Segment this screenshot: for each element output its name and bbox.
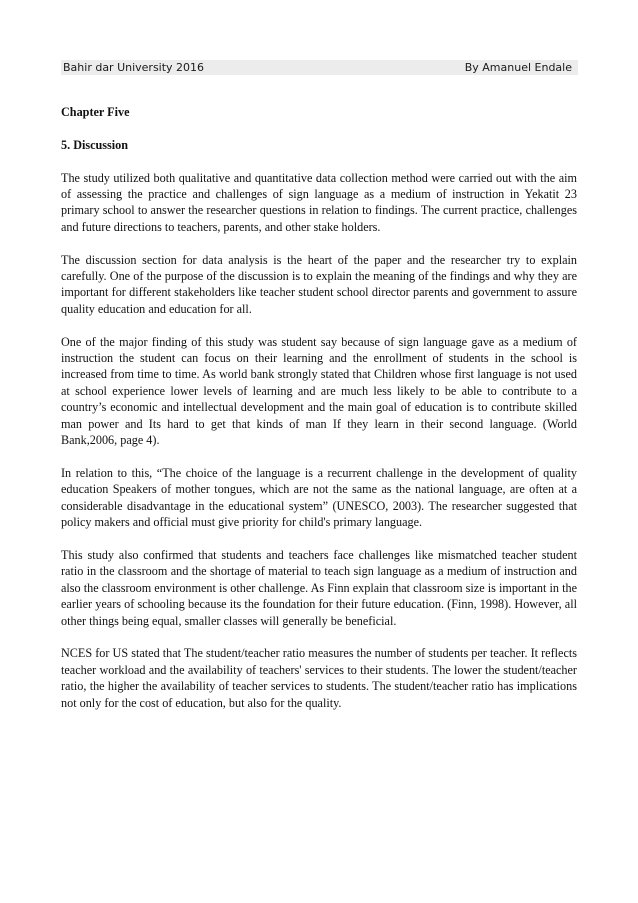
header-university: Bahir dar University 2016 (63, 61, 205, 74)
paragraph: One of the major finding of this study was student say because of sign language gave as a medium of instruction the student can focus on their learning and the enrollment of students in the school is increased from time to time. As world bank strongly stated that Children whose first language is not used at school experience lower levels of learning and are much less likely to be able to contribute to a country’s economic and intellectual development and the main goal of education is to contribute skilled man power and Its hard to get that kinds of man If they learn in their second language. (World Bank,2006, page 4). (61, 334, 577, 448)
paragraph: The discussion section for data analysis is the heart of the paper and the researcher try to explain carefully. One of the purpose of the discussion is to explain the meaning of the findings and why they are important for different stakeholders like teacher student school director parents and government to assure quality education and education for all. (61, 252, 577, 316)
chapter-title: Chapter Five (61, 105, 130, 119)
paragraph: NCES for US stated that The student/teacher ratio measures the number of students per teacher. It reflects teacher workload and the availability of teachers' services to their students. The lower the student/teacher ratio, the higher the availability of teacher services to students. The student/teacher ratio has implications not only for the cost of education, but also for the quality. (61, 646, 577, 710)
paragraph: The study utilized both qualitative and quantitative data collection method were carried out with the aim of assessing the practice and challenges of sign language as a medium of instruction in Yekatit 23 primary school to answer the researcher questions in relation to findings. The current practice, challenges and future directions to teachers, parents, and other stake holders. (61, 170, 577, 234)
document-body (61, 104, 577, 727)
paragraph: This study also confirmed that students and teachers face challenges like mismatched teacher student ratio in the classroom and the shortage of material to teach sign language as a medium of instruction and also the classroom environment is other challenge. As Finn explain that classroom size is important in the earlier years of schooling because its the foundation for their future education. (Finn, 1998). However, all other things being equal, smaller classes will generally be beneficial. (61, 547, 577, 628)
page-header (61, 60, 578, 75)
header-author: By Amanuel Endale (464, 61, 572, 74)
paragraph: In relation to this, “The choice of the language is a recurrent challenge in the development of quality education Speakers of mother tongues, which are not the same as the national language, are often at a considerable disadvantage in the educational system” (UNESCO, 2003). The researcher suggested that policy makers and official must give priority for child's primary language. (61, 465, 577, 530)
section-title: 5. Discussion (61, 137, 129, 152)
